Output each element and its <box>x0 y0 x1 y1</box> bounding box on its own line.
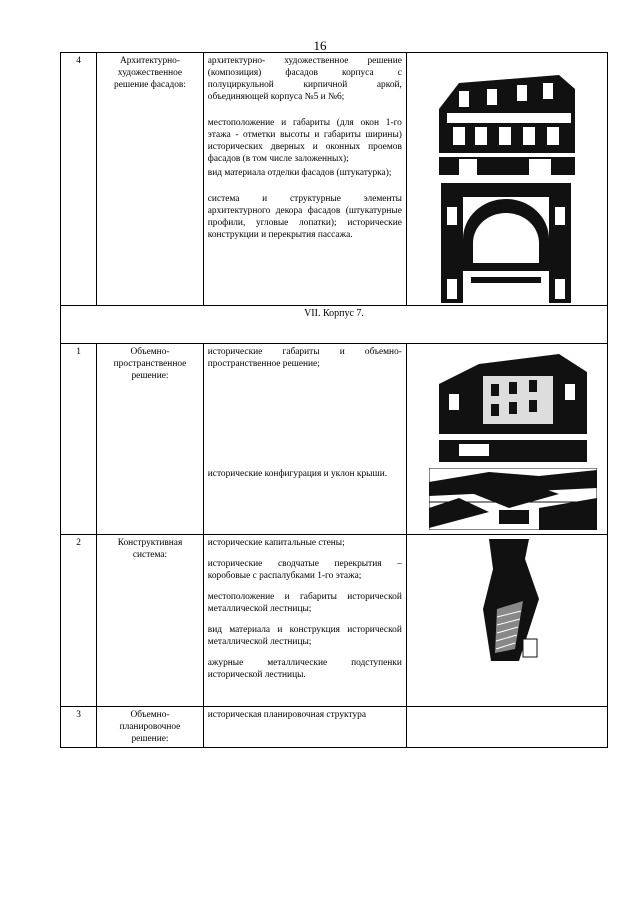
list-item: система и структурные элементы архитектурного декора фасадов (штукатурные профили, угловые лопатки); исторические конструкции и перекрытия пассажа. <box>207 194 402 241</box>
list-item: местоположение и габариты (для окон 1-го этажа - отметки высоты и габариты ширины) исторических дверных и оконных проемов фасадов (в том числе заложенных); <box>207 118 402 165</box>
section-header-row <box>61 306 608 344</box>
staircase-photo <box>479 539 603 661</box>
list-item: исторические сводчатые перекрытия – коробовые с распалубками 1-го этажа; <box>207 559 402 582</box>
protection-items-table <box>60 52 608 748</box>
arch-photo <box>441 183 603 303</box>
photo-cell <box>406 53 607 306</box>
row-description <box>203 535 406 707</box>
list-item: исторические конфигурация и уклон крыши. <box>207 469 388 480</box>
photo-cell <box>406 344 607 535</box>
row-number: 2 <box>61 535 97 707</box>
list-item: исторические габариты и объемно-пространственное решение; <box>207 347 402 370</box>
table-row <box>61 53 608 306</box>
photo-cell <box>406 535 607 707</box>
row-category: Объемно-пространственное решение: <box>97 344 204 535</box>
photo-cell <box>406 707 607 748</box>
row-number: 1 <box>61 344 97 535</box>
list-item: архитектурно- художественное решение (композиция) фасадов корпуса с полуциркульной кирпичной аркой, объединяющей корпуса №5 и №6; <box>207 56 402 103</box>
table-row <box>61 707 608 748</box>
list-item: местоположение и габариты исторической металлической лестницы; <box>207 592 402 615</box>
row-category: Объемно-планировочное решение: <box>97 707 204 748</box>
building-photo <box>439 354 603 462</box>
row-description <box>203 53 406 306</box>
row-category: Конструктивная система: <box>97 535 204 707</box>
list-item: вид материала отделки фасадов (штукатурка); <box>207 168 392 179</box>
page-number: 16 <box>313 38 327 53</box>
list-item: исторические капитальные стены; <box>207 538 345 548</box>
row-number: 4 <box>61 53 97 306</box>
list-item: ажурные металлические подступенки исторической лестницы. <box>207 658 402 681</box>
row-number: 3 <box>61 707 97 748</box>
list-item: вид материала и конструкция исторической металлической лестницы; <box>207 625 402 648</box>
table-row <box>61 535 608 707</box>
row-category: Архитектурно-художественное решение фасадов: <box>97 53 204 306</box>
list-item: историческая планировочная структура <box>207 710 366 720</box>
facade-photo <box>439 69 603 175</box>
section-title: VII. Корпус 7. <box>61 306 608 344</box>
roof-photo <box>429 468 603 530</box>
row-description <box>203 344 406 535</box>
table-row <box>61 344 608 535</box>
row-description <box>203 707 406 748</box>
